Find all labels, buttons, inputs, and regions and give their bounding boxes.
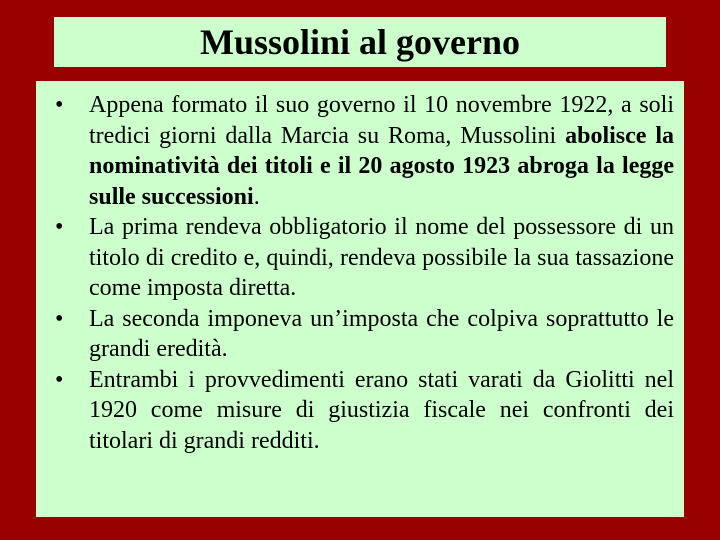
bullet-2-text: La prima rendeva obbligatorio il nome del possessore di un titolo di credito e, quindi, rendeva possibile la sua tassazione come imposta diretta. (89, 214, 674, 301)
bullet-1-text: Appena formato il suo governo il 10 novembre 1922, a soli tredici giorni dalla Marcia su Roma, Mussolini (89, 92, 674, 149)
bullet-dot-icon: • (55, 366, 64, 393)
content-box (36, 81, 684, 517)
bullet-list (54, 90, 674, 456)
bullet-dot-icon: • (55, 305, 64, 332)
bullet-1-end: . (253, 183, 260, 210)
bullet-3-text: La seconda imponeva un’imposta che colpiva soprattutto le grandi eredità. (89, 305, 674, 362)
bullet-item-2 (54, 212, 674, 304)
bullet-item-1 (54, 90, 674, 212)
bullet-item-3 (54, 304, 674, 365)
bullet-1-bold-text: abolisce la nominatività dei titoli e il 20 agosto 1923 abroga la legge sulle successioni (89, 122, 675, 210)
title-box (54, 17, 666, 67)
bullet-4-text: Entrambi i provvedimenti erano stati varati da Giolitti nel 1920 come misure di giustizia fiscale nei confronti dei titolari di grandi redditi. (89, 366, 674, 454)
bullet-item-4 (54, 365, 674, 457)
bullet-dot-icon: • (55, 214, 64, 240)
slide-title: Mussolini al governo (199, 22, 521, 62)
bullet-dot-icon: • (55, 92, 64, 118)
